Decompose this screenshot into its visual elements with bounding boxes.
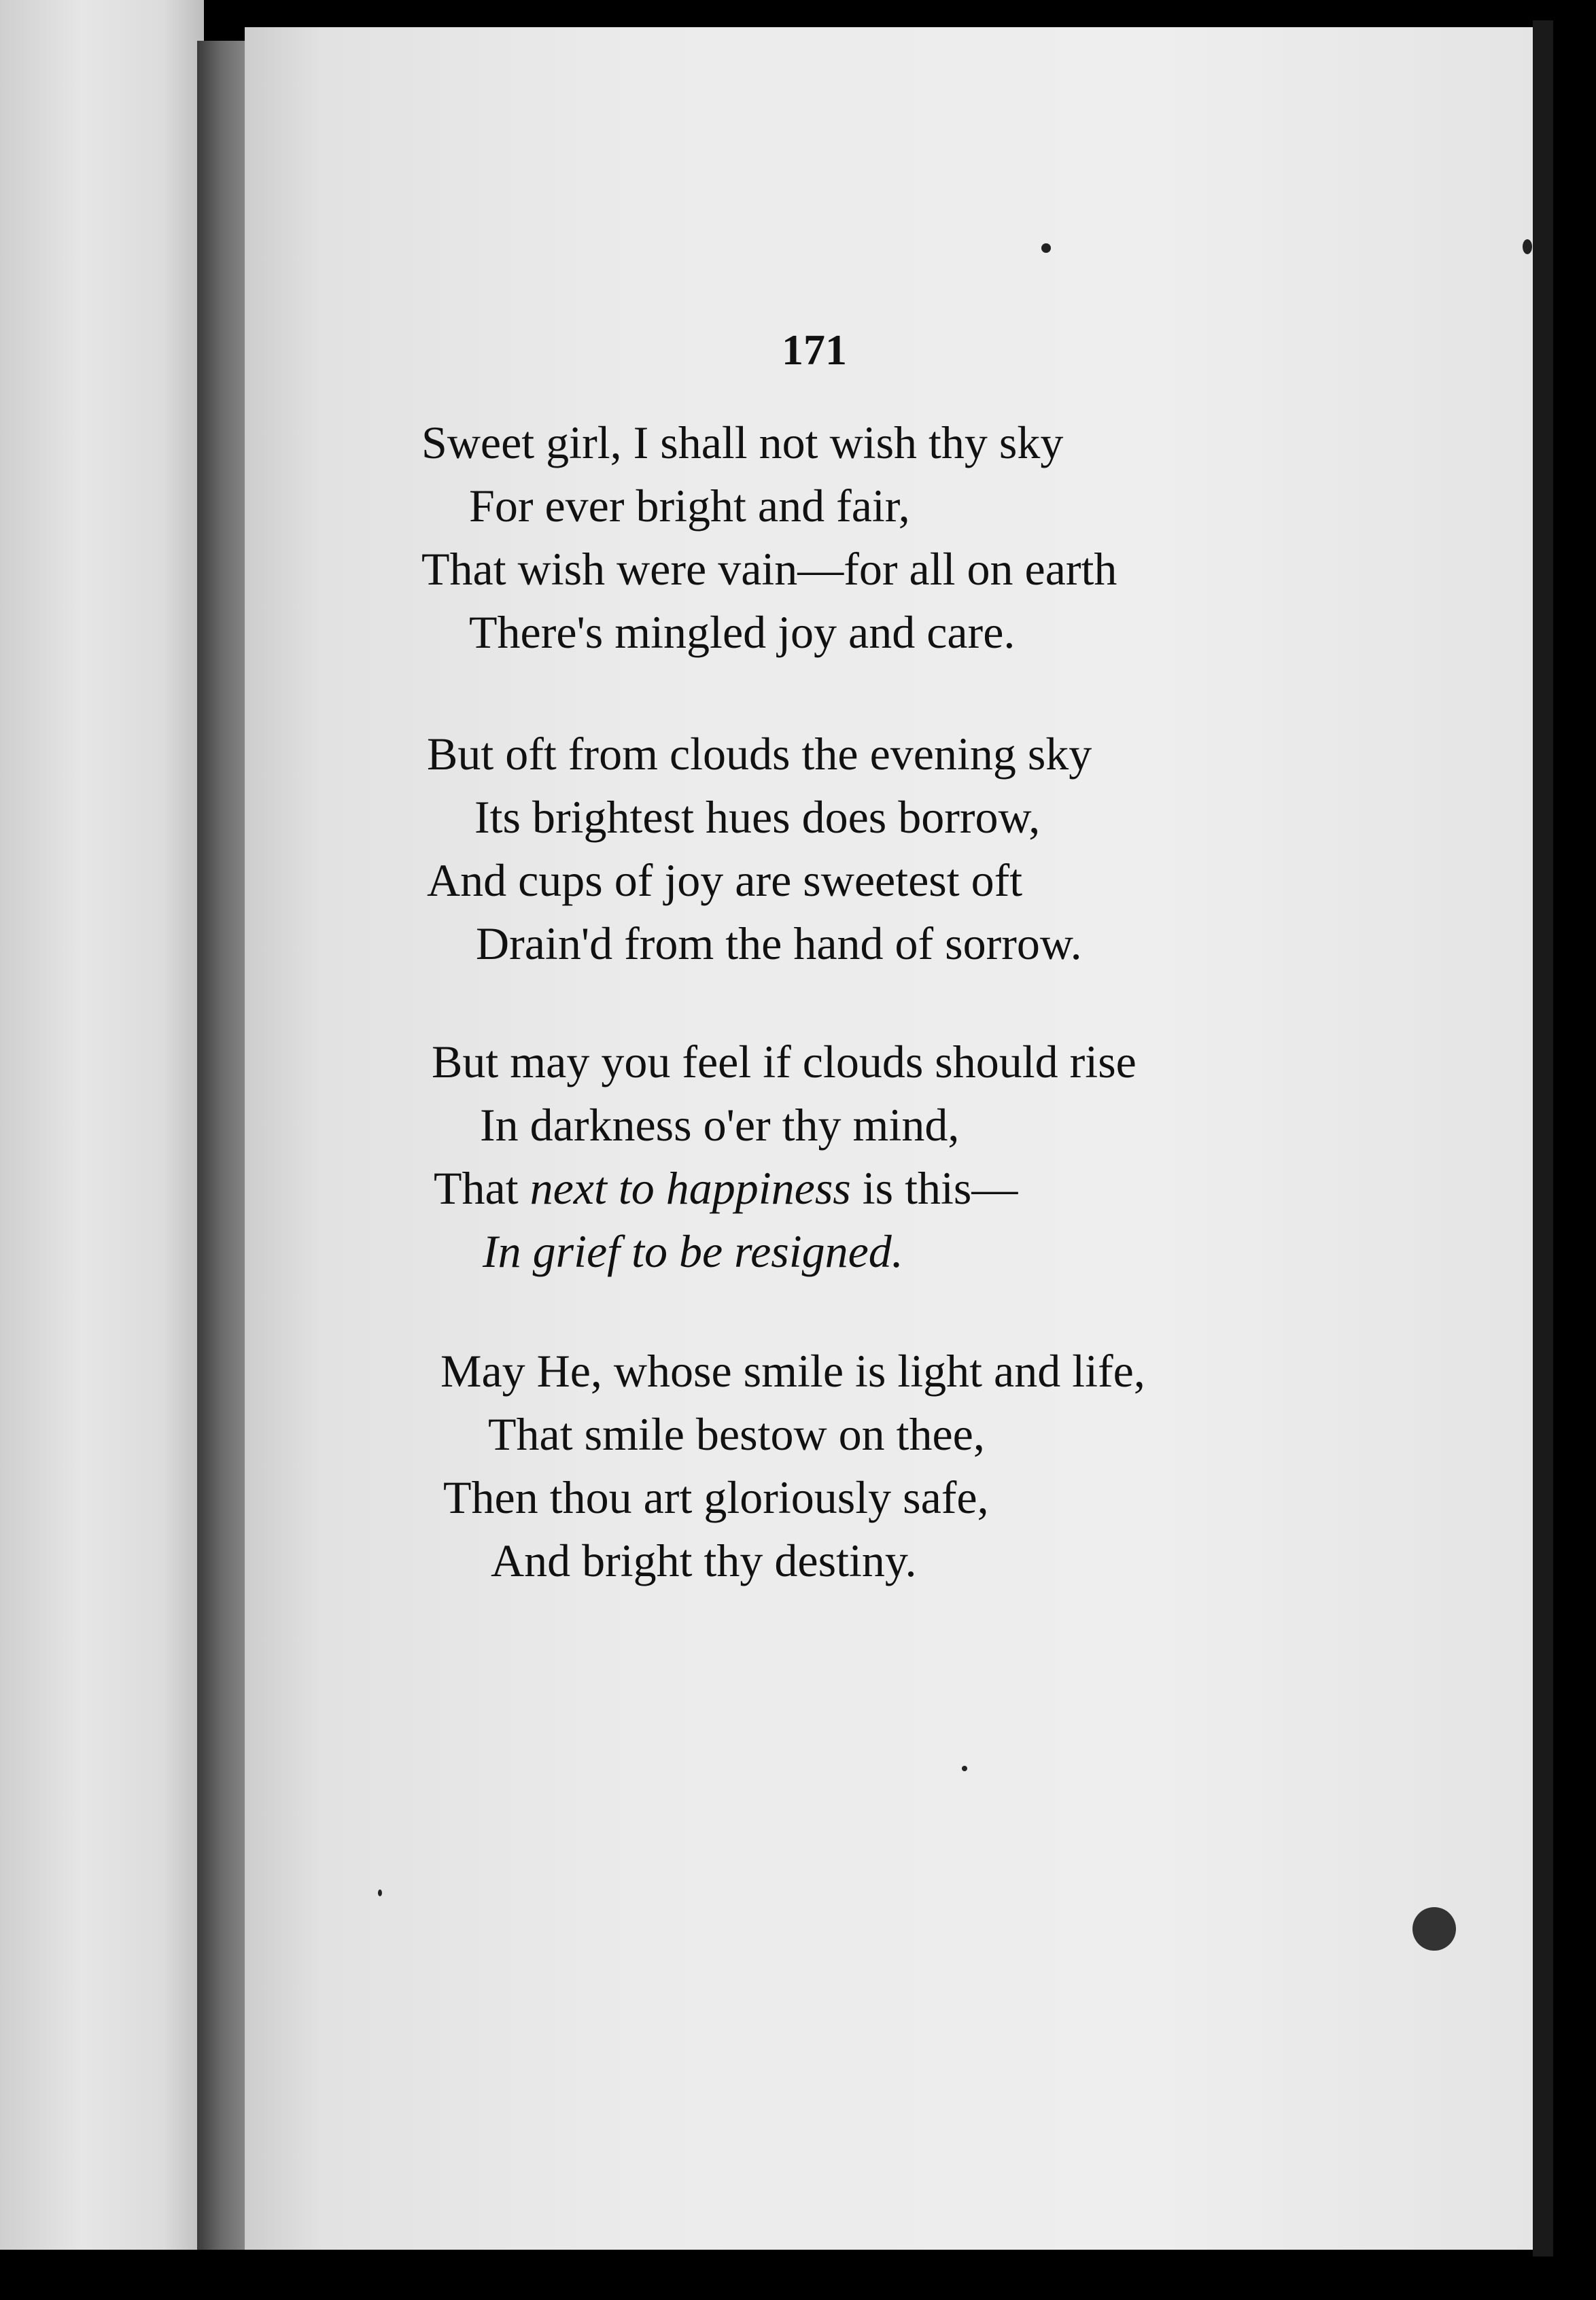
poem-line: For ever bright and fair, <box>469 480 910 532</box>
poem-line: And cups of joy are sweetest oft <box>427 854 1023 906</box>
poem-line: In grief to be resigned. <box>483 1225 903 1277</box>
poem-line: There's mingled joy and care. <box>469 606 1016 658</box>
poem-line: Its brightest hues does borrow, <box>474 791 1041 843</box>
page-edge <box>1533 20 1553 2257</box>
poem-line: And bright thy destiny. <box>491 1535 917 1586</box>
page-number: 171 <box>782 326 847 374</box>
poem-line: May He, whose smile is light and life, <box>440 1345 1145 1397</box>
dust-speck <box>1041 243 1051 253</box>
poem-line: But oft from clouds the evening sky <box>427 728 1092 780</box>
facing-page <box>0 0 204 2250</box>
poem-line: That smile bestow on thee, <box>488 1408 985 1460</box>
poem-line: Drain'd from the hand of sorrow. <box>476 918 1082 969</box>
poem-line-suffix: is this— <box>850 1162 1018 1214</box>
poem-line-italic: next to happiness <box>530 1162 851 1214</box>
dust-speck <box>378 1889 382 1896</box>
poem-line-prefix: That <box>434 1162 530 1214</box>
poem-line: Then thou art gloriously safe, <box>443 1471 989 1523</box>
poem-line: That wish were vain—for all on earth <box>421 543 1117 595</box>
poem-line: In darkness o'er thy mind, <box>480 1099 960 1151</box>
dust-speck <box>962 1766 967 1771</box>
poem-line <box>434 1162 1018 1215</box>
dust-speck <box>1412 1907 1456 1951</box>
poem-line: But may you feel if clouds should rise <box>432 1036 1137 1087</box>
poem-line: Sweet girl, I shall not wish thy sky <box>421 417 1064 468</box>
dust-speck <box>1523 239 1532 254</box>
